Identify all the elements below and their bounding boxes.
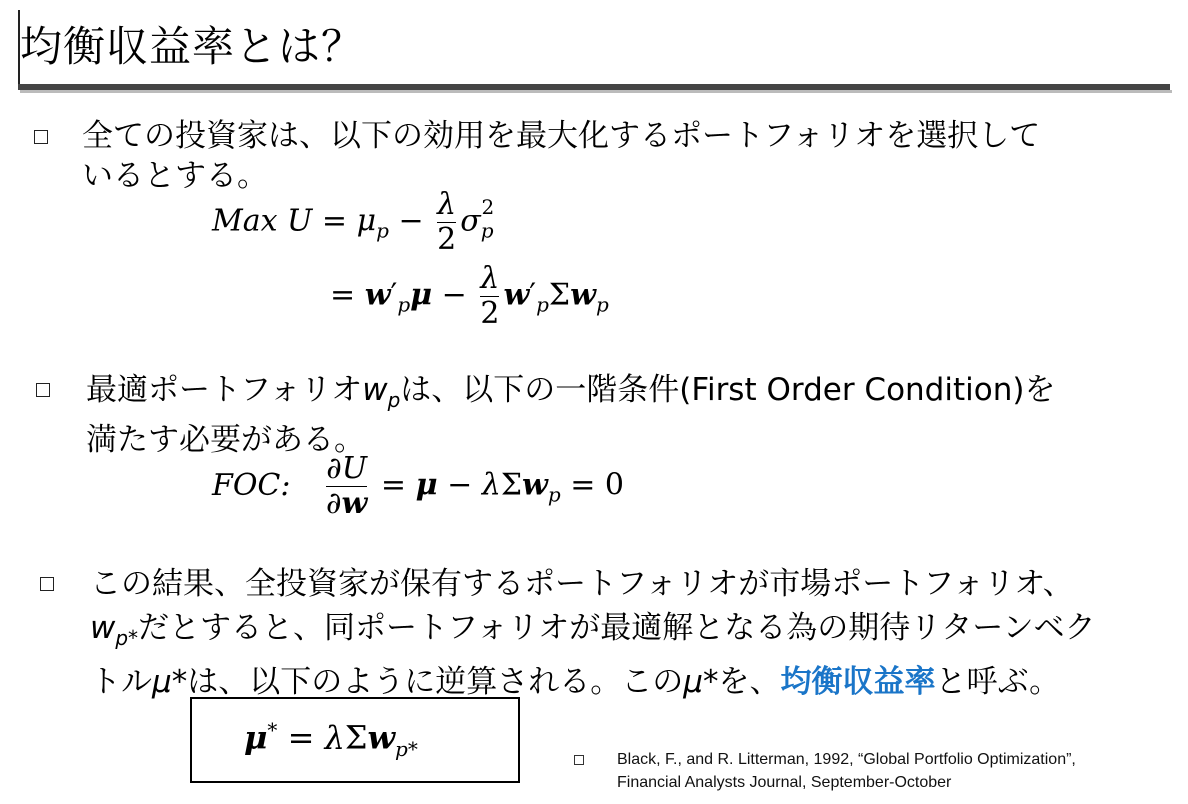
p3-line3-mu2: μ* xyxy=(683,664,719,701)
zero: 0 xyxy=(604,467,625,503)
p2-line2: 満たす必要がある。 xyxy=(86,422,365,459)
two: 2 xyxy=(480,296,500,331)
p3-line3-b: は、以下のように逆算される。この xyxy=(187,664,684,701)
reference-line1: Black, F., and R. Litterman, 1992, “Global Portfolio Optimization”, xyxy=(617,751,1076,768)
prime: ′ xyxy=(529,277,537,313)
sup-2: 2 xyxy=(481,194,495,219)
p2-line1-a: 最適ポートフォリオ xyxy=(86,372,363,408)
max-u: Max U xyxy=(212,203,313,239)
title-rule-shadow xyxy=(20,90,1172,93)
p3-line2-var: w xyxy=(90,610,116,646)
p3-line2-sub: p* xyxy=(115,626,139,651)
w: w xyxy=(503,277,530,313)
sigma: σ xyxy=(460,203,481,239)
boxed-equation xyxy=(244,718,418,761)
bullet-3 xyxy=(40,577,54,591)
equals: = xyxy=(321,203,348,239)
equals: = xyxy=(570,467,596,503)
lambda-over-two xyxy=(437,188,456,257)
w: w xyxy=(367,718,396,757)
mu-bold: μ xyxy=(410,277,433,313)
reference-line2: Financial Analysts Journal, September-October xyxy=(617,774,952,791)
equilibrium-return-term: 均衡収益率 xyxy=(780,664,936,701)
w: w xyxy=(570,277,596,313)
two: 2 xyxy=(437,222,457,257)
paragraph-2 xyxy=(86,370,1176,460)
minus: − xyxy=(441,277,467,313)
lambda-over-two xyxy=(480,262,499,331)
foc-label: FOC: xyxy=(212,467,291,503)
sub-p-star: p* xyxy=(395,737,418,762)
bullet-1 xyxy=(34,130,48,144)
sub-p: p xyxy=(376,218,389,243)
page-title: 均衡収益率とは？ xyxy=(20,22,365,71)
p2-line1-b: は、以下の一階条件(First Order Condition)を xyxy=(400,372,1056,408)
p3-line1: この結果、全投資家が保有するポートフォリオが市場ポートフォリオ、 xyxy=(90,566,1074,602)
dU: ∂U xyxy=(326,451,368,486)
w: w xyxy=(341,486,368,521)
dU-over-dw xyxy=(326,452,367,521)
sub-p: p xyxy=(480,218,494,243)
p3-line3-c: を、 xyxy=(718,664,781,701)
lambda: λ xyxy=(324,718,345,757)
reference xyxy=(617,748,1076,794)
sub-p: p xyxy=(397,292,411,317)
equals: = xyxy=(287,718,315,757)
mu: μ xyxy=(356,203,377,239)
w: w xyxy=(364,277,391,313)
paragraph-1 xyxy=(82,116,1172,196)
lambda: λ xyxy=(480,261,500,296)
p2-var-sub: p xyxy=(387,388,401,413)
foc-equation xyxy=(212,452,624,521)
sub-p: p xyxy=(595,292,609,317)
p3-line3-mu: μ* xyxy=(152,664,188,701)
partial: ∂ xyxy=(326,486,342,521)
reference-bullet xyxy=(574,755,584,765)
p3-line2: だとすると、同ポートフォリオが最適解となる為の期待リターンベク xyxy=(138,610,1096,646)
Sigma: Σ xyxy=(500,467,523,503)
p1-line1: 全ての投資家は、以下の効用を最大化するポートフォリオを選択して xyxy=(82,118,1041,154)
dw xyxy=(326,486,367,521)
p3-line3-d: と呼ぶ。 xyxy=(935,664,1061,701)
star: * xyxy=(267,718,278,742)
paragraph-3 xyxy=(90,562,1180,704)
p1-line2: いるとする。 xyxy=(82,158,268,194)
mu-bold: μ xyxy=(415,467,438,503)
Sigma: Σ xyxy=(344,718,368,757)
minus: − xyxy=(398,203,424,239)
prime: ′ xyxy=(390,277,398,313)
lambda: λ xyxy=(481,467,501,503)
equals: = xyxy=(330,277,356,313)
p3-line3-a: トル xyxy=(90,664,152,701)
equals: = xyxy=(380,467,407,503)
sub-p: p xyxy=(547,482,561,507)
lambda: λ xyxy=(437,187,457,222)
minus: − xyxy=(447,467,473,503)
utility-equation-line2 xyxy=(330,262,609,331)
w: w xyxy=(522,467,548,503)
Sigma: Σ xyxy=(548,277,571,313)
p2-var: w xyxy=(362,372,388,408)
sub-p: p xyxy=(536,292,549,317)
bullet-2 xyxy=(36,383,50,397)
mu-bold: μ xyxy=(244,718,268,757)
utility-equation-line1 xyxy=(212,188,494,257)
